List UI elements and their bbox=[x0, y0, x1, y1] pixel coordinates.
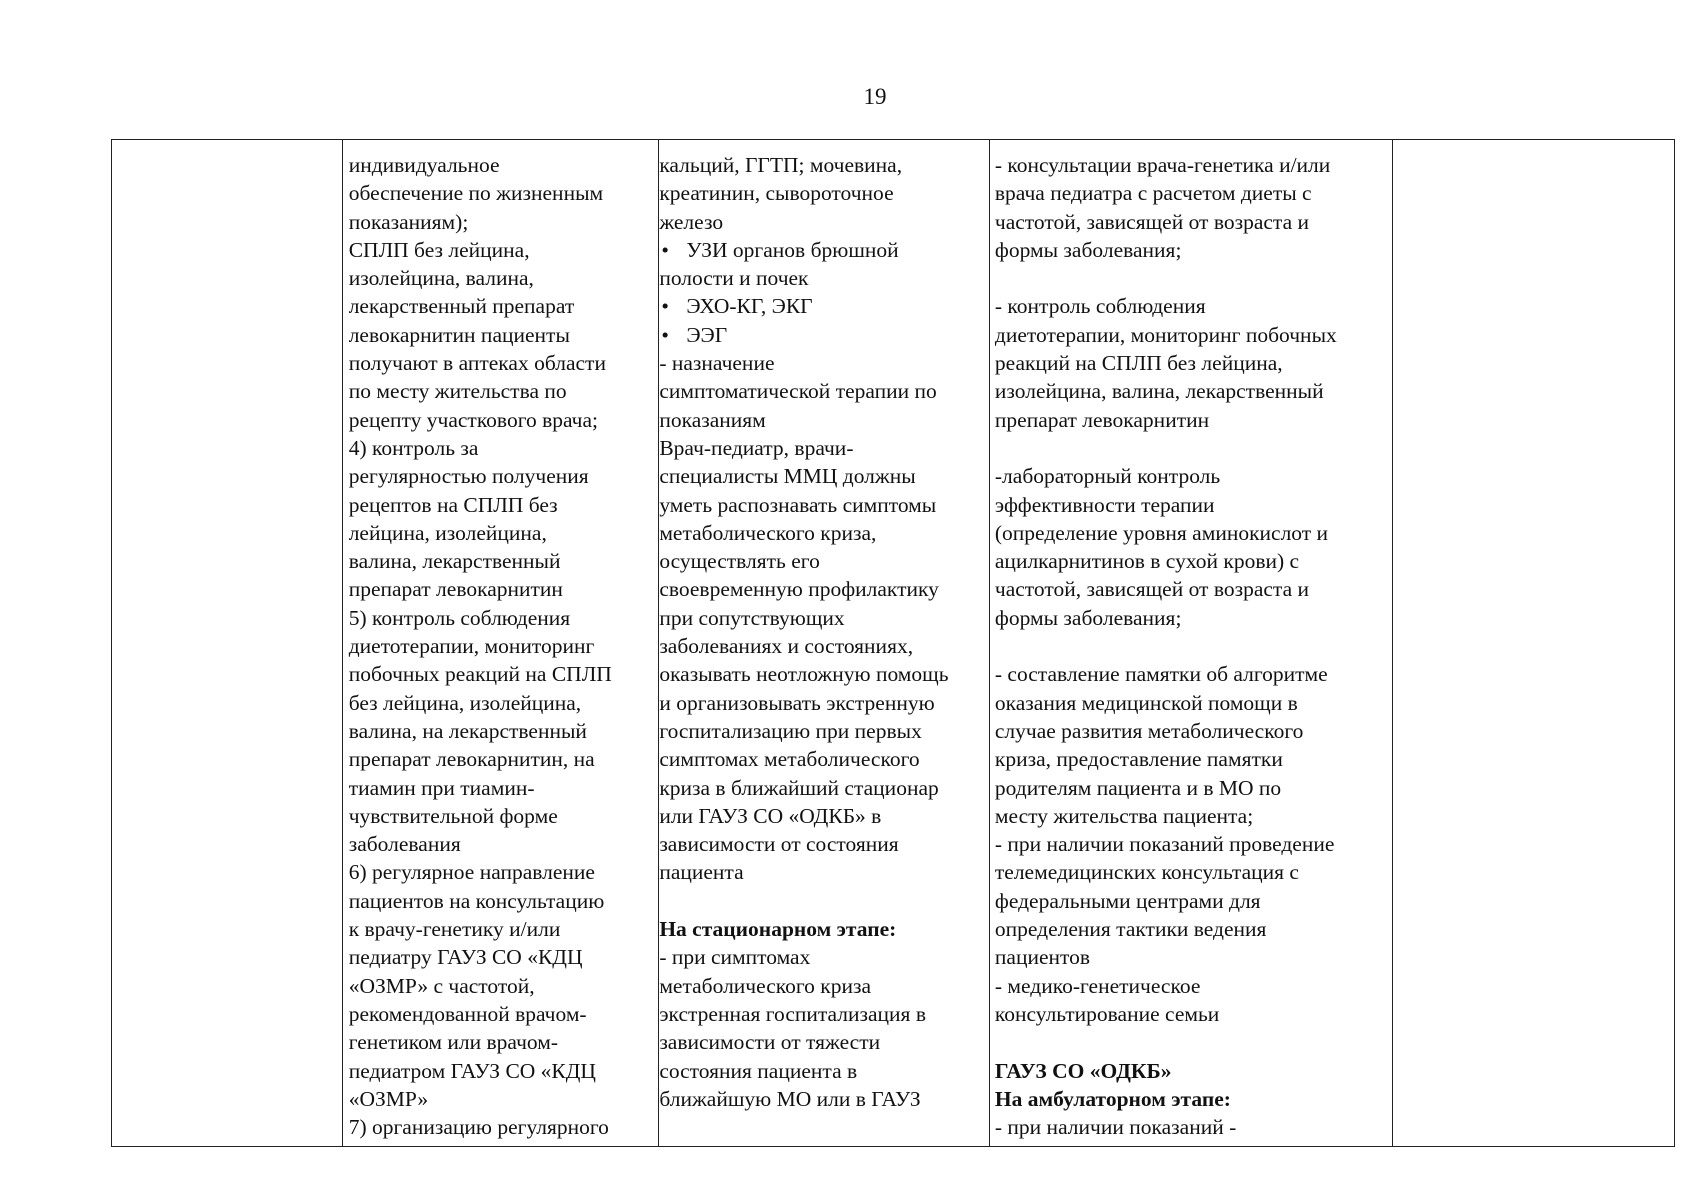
blank-line bbox=[995, 632, 1388, 660]
text-line: ацилкарнитинов в сухой крови) с bbox=[994, 549, 1300, 574]
text-line: лейцина, изолейцина, bbox=[348, 520, 547, 545]
text-line: регулярностью получения bbox=[348, 464, 589, 489]
text-line: 7) организацию регулярного bbox=[348, 1115, 609, 1140]
table-column-1 bbox=[112, 140, 343, 1146]
text-line: диетотерапии, мониторинг bbox=[348, 634, 595, 659]
bullet-icon: • bbox=[661, 294, 669, 319]
text-line: зависимости от состояния bbox=[659, 832, 899, 857]
text-line: тиамин при тиамин- bbox=[348, 775, 535, 800]
content-table bbox=[111, 139, 1675, 1147]
text-line: госпитализацию при первых bbox=[659, 718, 922, 743]
text-line: педиатром ГАУЗ СО «КДЦ bbox=[348, 1058, 596, 1083]
text-line: - консультации врача-генетика и/или bbox=[994, 153, 1331, 177]
text-line: препарат левокарнитин, на bbox=[348, 747, 595, 772]
text-line: к врачу-генетику и/или bbox=[348, 917, 561, 942]
text-line: изолейцина, валина, лекарственный bbox=[994, 379, 1324, 404]
text-line: по месту жительства по bbox=[348, 379, 567, 404]
page-number: 19 bbox=[863, 84, 887, 109]
text-line: метаболического криза, bbox=[659, 520, 877, 545]
text-line: железо bbox=[659, 209, 724, 234]
text-line: телемедицинских консультация с bbox=[994, 860, 1299, 885]
text-line: СПЛП без лейцина, bbox=[348, 237, 530, 262]
text-line: лекарственный препарат bbox=[348, 294, 575, 319]
section-heading: На амбулаторном этапе: bbox=[994, 1086, 1231, 1111]
text-line: уметь распознавать симптомы bbox=[659, 492, 937, 517]
list-item bbox=[659, 321, 987, 349]
text-line: валина, на лекарственный bbox=[348, 718, 587, 743]
text-line: препарат левокарнитин bbox=[994, 407, 1210, 432]
text-line: - при наличии показаний проведение bbox=[994, 832, 1335, 857]
text-line: формы заболевания; bbox=[994, 237, 1182, 262]
text-line: - медико-генетическое bbox=[994, 973, 1201, 998]
text-line: препарат левокарнитин bbox=[348, 577, 563, 602]
text-line: заболевания bbox=[348, 832, 461, 857]
text-line: полости и почек bbox=[659, 266, 809, 291]
text-line: заболеваниях и состояниях, bbox=[659, 634, 914, 659]
text-line: валина, лекарственный bbox=[348, 549, 561, 574]
text-line: и организовывать экстренную bbox=[659, 690, 935, 715]
text-line: экстренная госпитализация в bbox=[659, 1001, 926, 1026]
text-line: - при симптомах bbox=[659, 945, 811, 970]
text-line: рецептов на СПЛП без bbox=[348, 492, 558, 517]
text-line: левокарнитин пациенты bbox=[348, 322, 570, 347]
blank-line bbox=[995, 1028, 1388, 1056]
bullet-text: УЗИ органов брюшной bbox=[686, 237, 899, 262]
text-line: осуществлять его bbox=[659, 549, 820, 574]
text-line: врача педиатра с расчетом диеты с bbox=[994, 181, 1312, 206]
bullet-text: ЭЭГ bbox=[686, 322, 728, 347]
text-line: консультирование семьи bbox=[994, 1001, 1220, 1026]
text-line: симптоматической терапии по bbox=[659, 379, 937, 404]
bullet-icon: • bbox=[661, 237, 669, 262]
text-line: месту жительства пациента; bbox=[994, 803, 1254, 828]
text-line: 5) контроль соблюдения bbox=[348, 605, 571, 630]
text-line: чувствительной форме bbox=[348, 803, 558, 828]
text-line: родителям пациента и в МО по bbox=[994, 775, 1282, 800]
blank-line bbox=[995, 264, 1388, 292]
text-line: или ГАУЗ СО «ОДКБ» в bbox=[659, 803, 882, 828]
text-line: симптомах метаболического bbox=[659, 747, 920, 772]
text-line: - при наличии показаний - bbox=[994, 1115, 1237, 1140]
text-line: без лейцина, изолейцина, bbox=[348, 690, 582, 715]
text-line: состояния пациента в bbox=[659, 1058, 858, 1083]
text-line: 6) регулярное направление bbox=[348, 860, 595, 885]
text-line: формы заболевания; bbox=[994, 605, 1182, 630]
text-line: кальций, ГГТП; мочевина, bbox=[659, 153, 903, 177]
text-line: - назначение bbox=[659, 351, 775, 376]
text-line: криза, предоставление памятки bbox=[994, 747, 1283, 772]
table-column-2 bbox=[343, 140, 660, 1146]
table-column-5 bbox=[1393, 140, 1674, 1146]
text-line: при сопутствующих bbox=[659, 605, 845, 630]
text-line: «ОЗМР» bbox=[348, 1086, 429, 1111]
text-line: зависимости от тяжести bbox=[659, 1030, 881, 1055]
text-line: показаниям); bbox=[348, 209, 469, 234]
list-item bbox=[659, 236, 987, 264]
text-line: креатинин, сывороточное bbox=[659, 181, 894, 206]
text-line: -лабораторный контроль bbox=[994, 464, 1221, 489]
text-line: ближайшую МО или в ГАУЗ bbox=[659, 1086, 921, 1111]
text-line: случае развития метаболического bbox=[994, 718, 1304, 743]
text-line: диетотерапии, мониторинг побочных bbox=[994, 322, 1337, 347]
text-line: Врач-педиатр, врачи- bbox=[659, 435, 854, 460]
text-line: своевременную профилактику bbox=[659, 577, 939, 602]
text-line: определения тактики ведения bbox=[994, 917, 1267, 942]
list-item bbox=[659, 292, 987, 320]
text-line: «ОЗМР» с частотой, bbox=[348, 973, 535, 998]
text-line: педиатру ГАУЗ СО «КДЦ bbox=[348, 945, 583, 970]
text-line: 4) контроль за bbox=[348, 435, 479, 460]
text-line: обеспечение по жизненным bbox=[348, 181, 604, 206]
blank-line bbox=[995, 434, 1388, 462]
text-line: генетиком или врачом- bbox=[348, 1030, 559, 1055]
text-line: пациентов на консультацию bbox=[348, 888, 605, 913]
text-line: показаниям bbox=[659, 407, 766, 432]
table-column-4 bbox=[990, 140, 1393, 1146]
text-line: (определение уровня аминокислот и bbox=[994, 520, 1329, 545]
text-line: получают в аптеках области bbox=[348, 351, 606, 376]
text-line: - составление памятки об алгоритме bbox=[994, 662, 1328, 687]
blank-line bbox=[659, 887, 987, 915]
text-line: побочных реакций на СПЛП bbox=[348, 662, 612, 687]
text-line: федеральными центрами для bbox=[994, 888, 1261, 913]
text-line: пациентов bbox=[994, 945, 1091, 970]
text-line: изолейцина, валина, bbox=[348, 266, 534, 291]
text-line: криза в ближайший стационар bbox=[659, 775, 939, 800]
text-line: рецепту участкового врача; bbox=[348, 407, 599, 432]
text-line: метаболического криза bbox=[659, 973, 871, 998]
text-line: рекомендованной врачом- bbox=[348, 1001, 587, 1026]
text-line: индивидуальное bbox=[348, 153, 500, 177]
section-heading: На стационарном этапе: bbox=[659, 917, 897, 942]
text-line: эффективности терапии bbox=[994, 492, 1215, 517]
text-line: реакций на СПЛП без лейцина, bbox=[994, 351, 1283, 376]
table-column-3 bbox=[659, 140, 990, 1146]
bullet-icon: • bbox=[661, 322, 669, 347]
org-heading: ГАУЗ СО «ОДКБ» bbox=[994, 1058, 1172, 1083]
text-line: специалисты ММЦ должны bbox=[659, 464, 916, 489]
bullet-text: ЭХО-КГ, ЭКГ bbox=[686, 294, 813, 319]
text-line: - контроль соблюдения bbox=[994, 294, 1206, 319]
text-line: частотой, зависящей от возраста и bbox=[994, 577, 1309, 602]
text-line: пациента bbox=[659, 860, 744, 885]
text-line: оказания медицинской помощи в bbox=[994, 690, 1298, 715]
text-line: оказывать неотложную помощь bbox=[659, 662, 949, 687]
text-line: частотой, зависящей от возраста и bbox=[994, 209, 1309, 234]
